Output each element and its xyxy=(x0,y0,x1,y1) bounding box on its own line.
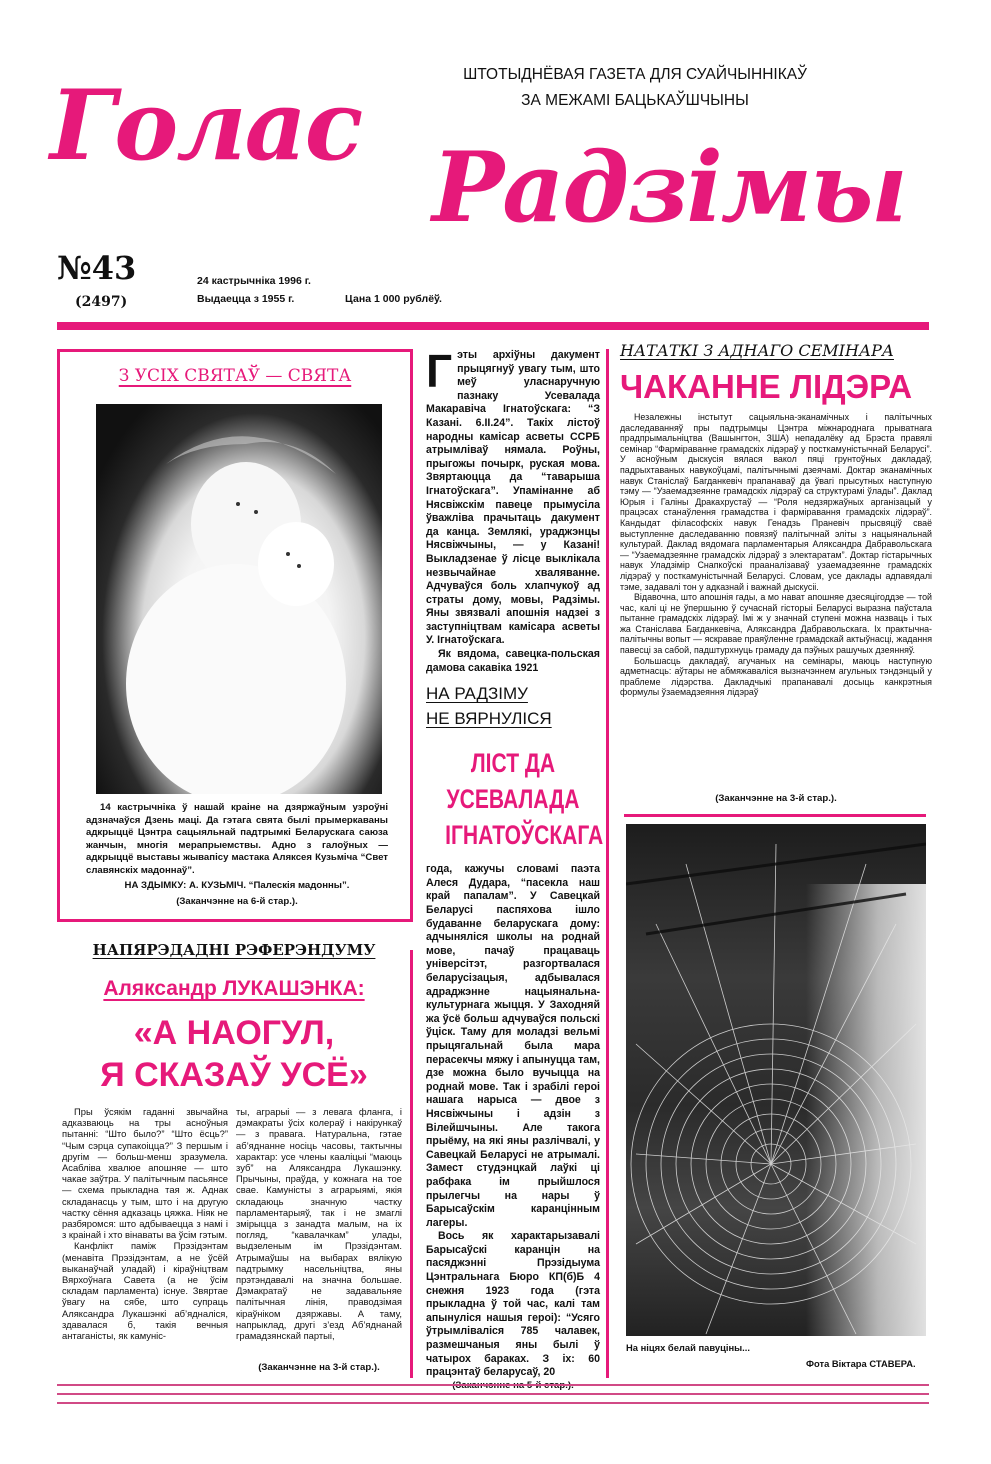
letter-title-line2: УСЕВАЛАДА xyxy=(446,784,580,815)
letter-intro: эты архіўны дакумент прыцягнуў увагу тым, што меў уласнаручную пазнаку Усевалада Макаравіча Ігнатоўскага: “З Казані. 6.ІІ.24”. Такіх лістоў народны камісар асветы ССРБ атрымліваў нямала. Роўны, прыгожы почырк, руская мова. Звяртаюцца да “таварыша Ігнатоўскага”. Упамінанне аб Нясвіжскім павеце прымусіла ўважліва прачытаць дакумент да канца. Землякі, ураджэнцы Нясвіжчыны, — у Казані! Выкладзенае ў лісце выклікала незвычайнае хваляванне. Адчуваўся боль хлапчукоў ад страты дому, мовы, Радзімы. Яны звязвалі апошнія надзеі з заступніцтвам камісара асветы У. Ігнатоўскага. xyxy=(426,349,600,647)
holiday-box xyxy=(57,349,413,922)
letter-subhead-line1 xyxy=(426,681,600,706)
masthead-divider xyxy=(57,322,929,330)
seminar-paragraph-2: Відавочна, што апошнія гады, а мо нават апошняе дзесяцігоддзе — той час, калі ці не ўпершыню ў сучаснай гісторыі Беларусі выразна паўстала пытанне грамадскіх лідэраў. Імі ж у значнай ступені можна назваць і тых жа Станіслава Багданкевіча, Аляксандра Дабравольскага. Іх практычна-палітычны вопыт — яскравае праяўленне грамадскай актыўнасці, жадання павесці за сабой, падштурхнуць грамаду да пэўных рашучых дзеянняў. xyxy=(620,592,932,656)
photo-credit: Фота Віктара СТАВЕРА. xyxy=(806,1358,916,1369)
holiday-box-title-text: З УСІХ СВЯТАЎ — СВЯТА xyxy=(118,366,352,386)
holiday-photo-credit: НА ЗДЫМКУ: А. КУЗЬМІЧ. “Палескія мадонны”. xyxy=(124,880,350,891)
referendum-col2-p1: ты, аграрыі — з левага фланга, і дэмакраты ўсіх колераў і накірункаў — з правага. Натуральна, гэтае аб’яднанне носіць часовы, тактычны характар: усе члены кааліцыі “маюць зуб” на Аляксандра Лукашэнку. Прычыны, праўда, у кожнага на тое свае. Камуністы з аграрыямі, якія складаюць значную частку парламентарыяў, так і не змаглі змірыцца з занадта малым, на іх погляд, “кавалачкам” улады, выдзеленым ім Прэзідэнтам. Атрымаўшы на выбарах вялікую падтрымку насельніцтва, яны прэтэндавалі на значна большае. Дэмакратаў не задавальняе палітычная лінія, праводзімая кіраўніком дзяржавы. А таму, напрыклад, другі з’езд Аб’яднанай грамадзянскай партыі, xyxy=(236,1106,402,1342)
referendum-kicker xyxy=(64,940,404,960)
letter-subhead-line1-text: НА РАДЗІМУ xyxy=(426,684,528,704)
holiday-caption-block xyxy=(86,802,388,908)
seminar-paragraph-3: Большасць дакладаў, агучаных на семінары, маюць наступную адметнасць: аўтары не абмяжаваліся вызначэннем агульных тэндэнцый у праблеме лідэрства. Дакладчыкі прапанавалі досыць канкрэтныя формулы ўзаемадзеяння лідэраў xyxy=(620,655,932,698)
newspaper-title-word2: Радзімы xyxy=(432,131,906,244)
letter-article xyxy=(426,345,604,1379)
referendum-name xyxy=(64,976,404,1002)
published-since: Выдаецца з 1955 г. xyxy=(197,293,295,305)
referendum-column-1 xyxy=(62,1106,228,1341)
tagline-line2: ЗА МЕЖАМІ БАЦЬКАЎШЧЫНЫ xyxy=(521,92,749,109)
letter-drop-cap: Г xyxy=(426,345,453,397)
referendum-col1-p1: Пры ўсякім гаданні звычайна адказваюць на тры асноўныя пытанні: “Што было?” “Што ёсць?” “Чым сэрца супакоіцца?” З першым і другім — больш-менш зразумела. Асабліва хвалюе апошняе — што чакае заўтра. У палітычным пасьянсе — схема прыкладна тая ж. Аднак складанасць у тым, што і на другую частку сёння адказаць цяжка. Ніяк не разбяромся: што адбываецца з намі і з краінай і хто вінаваты ва ўсім гэтым. xyxy=(62,1106,228,1241)
spider-web-illustration xyxy=(626,824,926,1336)
price: Цана 1 000 рублёў. xyxy=(345,293,442,305)
column-rule-right xyxy=(606,349,609,1378)
letter-subhead-line2-text: НЕ ВЯРНУЛІСЯ xyxy=(426,709,552,729)
seminar-continued-link[interactable]: (Заканчэнне на 3-й стар.). xyxy=(715,793,837,804)
tagline-line1: ШТОТЫДНЁВАЯ ГАЗЕТА ДЛЯ СУАЙЧЫННІКАЎ xyxy=(463,66,807,83)
newspaper-title-word1: Голас xyxy=(50,69,362,182)
bottom-rule-1 xyxy=(57,1384,929,1386)
referendum-quote-line1: «А НАОГУЛ, xyxy=(133,1014,335,1052)
letter-title-line3: ІГНАТОЎСКАГА xyxy=(445,820,604,851)
letter-title-line1: ЛІСТ ДА xyxy=(470,748,556,779)
referendum-col1-p2: Канфлікт паміж Прэзідэнтам (менавіта Прэзідэнтам, а не ўсёй выканаўчай уладай) і кіраўніцтвам Вярхоўнага Савета (а не ўсім складам парламента) існуе. Звяртае ўвагу на сябе, што супраць Аляксандра Лукашэнкі аб’ядналіся, здавалася б, такія вечныя антаганісты, як камуніс- xyxy=(62,1240,228,1342)
holiday-continued-link[interactable]: (Заканчэнне на 6-й стар.). xyxy=(176,895,298,907)
holiday-box-title xyxy=(60,365,410,387)
photo-divider xyxy=(624,814,926,817)
photo-caption: На ніцях белай павуціны... xyxy=(626,1342,750,1353)
referendum-kicker-text: НАПЯРЭДАДНІ РЭФЕРЭНДУМУ xyxy=(92,941,376,959)
bottom-rule-3 xyxy=(57,1402,929,1404)
referendum-column-2 xyxy=(236,1106,402,1341)
referendum-continued-link[interactable]: (Заканчэнне на 3-й стар.). xyxy=(258,1362,380,1373)
seminar-article xyxy=(620,340,932,805)
letter-body-p2: Вось як характарызавалі Барысаўскі каранцін на пасяджэнні Прэзідыума Цэнтральнага Бюро КП(б)Б 4 снежня 1923 года (гэта прыкладна ў той час, калі там апынуліся нашыя героі): “Усяго ўтрымліваліся 785 чалавек, размешчаныя яны былі ў чатырох бараках. З іх: 60 працэнтаў беларусаў, 20 xyxy=(426,1230,600,1379)
referendum-name-text: Аляксандр ЛУКАШЭНКА: xyxy=(103,977,365,1000)
madonna-illustration xyxy=(96,404,382,794)
spider-web-photo xyxy=(626,824,926,1336)
seminar-kicker-text: НАТАТКІ З АДНАГО СЕМІНАРА xyxy=(620,341,894,360)
issue-number: №43 xyxy=(57,249,137,287)
holiday-caption: 14 кастрычніка ў нашай краіне на дзяржаўным узроўні адзначаўся Дзень маці. Да гэтага свята былі прымеркаваны адкрыццё Цэнтра сацыяльнай падтрымкі Беларускага саюза жанчын, многія мерапрыемствы. Адно з галоўных — адкрыццё выставы жывапісу мастака Аляксея Кузьміча “Свет славянскіх мадоннаў”. xyxy=(86,802,388,876)
referendum-quote xyxy=(56,1012,412,1096)
referendum-quote-line2: Я СКАЗАЎ УСЁ» xyxy=(100,1056,368,1094)
seminar-body xyxy=(620,412,932,698)
letter-body-p1: года, кажучы словамі паэта Алеся Дудара, “пасекла наш край папалам”. У Савецкай Беларусі паспяхова ішло будаванне беларускага дому: адчыняліся школы на роднай мове, пачаў працаваць універсітэт, разгортвалася беларусізацыя, адбывалася адраджэнне нацыянальна-культурнага жыцця. У Заходняй жа ўсё больш адчуваўся польскі ўціск. Таму для моладзі вельмі прыцягальнай была мара перасекчы мяжу і апынуцца там, дзе можна было вучыцца на роднай мове. Так і зрабілі героі нашага нарыса — двое з Нясвіжчыны і адзін з Вілейшчыны. Але такога прыёму, на які яны разлічвалі, у Савецкай Беларусі не атрымалі. Замест студэнцкай лаўкі ці рабфака ім прыйшлося прылегчы на нары ў Барысаўскім каранцінным лагеры. xyxy=(426,863,600,1229)
masthead-tagline xyxy=(425,62,845,114)
letter-subhead-line2 xyxy=(426,706,600,731)
seminar-paragraph-1: Незалежны інстытут сацыяльна-эканамічных і палітычных даследаванняў пры падтрымцы Цэнтра міжнароднага прыватнага прадпрымальніцтва (Вашынгтон, ЗША) непадалёку ад Брэста правялі семінар “Фарміраванне грамадскіх лідэраў у посткамуністычнай Беларусі”. У асноўным дыскусія вялася вакол пяці грунтоўных дакладаў, падрыхтаваных навукоўцамі, палітычнымі дзеячамі. Доктар эканамічных навук Станіслаў Багданкевіч прапанаваў да ўвагі прысутных наступную тэму — “Узаемадзеянне грамадскіх лідэраў са структурамі ўлады”. Даклад Юрыя і Галіны Дракахрустаў — “Роля недзяржаўных арганізацый у працэсах станаўлення грамадства і фарміравання грамадскіх лідэраў”. Кандыдат філасофскіх навук Генадзь Праневіч прысвяціў сваё выступленне даследаванню повязяў палітычнай эліты з нацыянальнай культурай. Даклад вядомага парламентарыя Аляксандра Дабравольскага — “Узаемадзеянне грамадскіх лідэраў з электаратам”. Доктар гістарычных навук Уладзімір Снапкоўскі прааналізаваў узаемадзеянне грамадскіх лідэраў у посткамуністычнай Беларусі. Словам, усе даклады адпавядалі тэме, задавалі тон у адказнай і важнай дыскусіі. xyxy=(620,412,932,592)
bottom-rule-2 xyxy=(57,1393,929,1395)
issue-date: 24 кастрычніка 1996 г. xyxy=(197,275,311,287)
seminar-title: ЧАКАННЕ ЛІДЭРА xyxy=(620,368,913,405)
seminar-kicker xyxy=(620,340,932,362)
letter-title xyxy=(426,745,604,853)
madonna-painting-image xyxy=(96,404,382,794)
letter-intro-text xyxy=(426,345,600,648)
issue-total-number: (2497) xyxy=(75,294,128,310)
letter-intro-p2: Як вядома, савецка-польская дамова сакавіка 1921 xyxy=(426,648,600,674)
